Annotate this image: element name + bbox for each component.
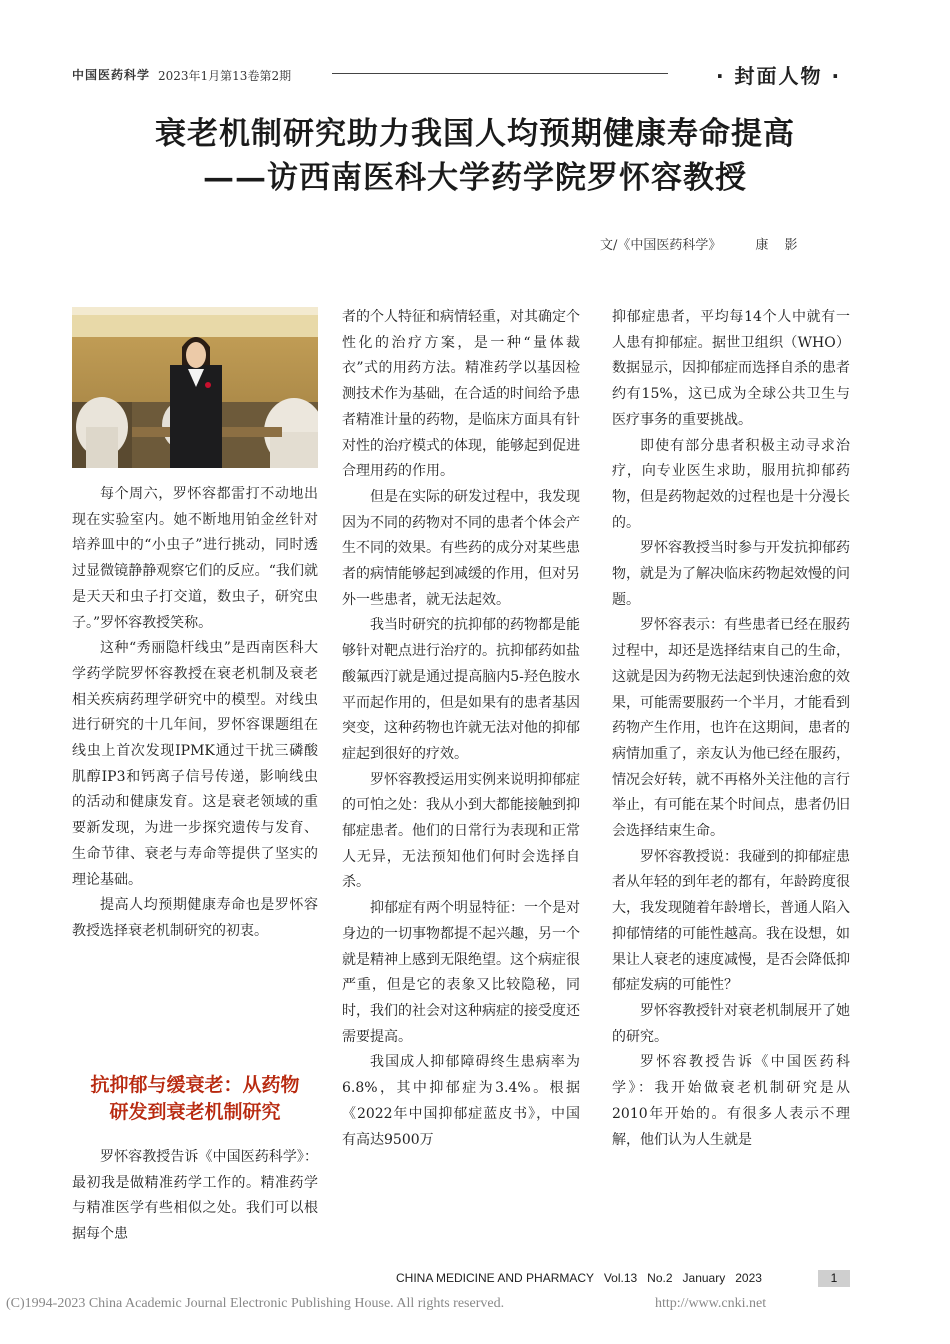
paragraph: 罗怀容教授告诉《中国医药科学》：我开始做衰老机制研究是从2010年开始的。有很多人表示不理解，他们认为人生就是 — [612, 1054, 850, 1148]
byline — [600, 234, 804, 253]
paragraph: 这种“秀丽隐杆线虫”是西南医科大学药学院罗怀容教授在衰老机制及衰老相关疾病药理学研究中的模型。对线虫进行研究的十几年间，罗怀容课题组在线虫上首次发现IPMK通过干扰三磷酸肌醇IP3和钙离子信号传递，影响线虫的活动和健康发育。这是衰老领域的重要新发现，为进一步探究遗传与发育、生命节律、衰老与寿命等提供了坚实的理论基础。 — [72, 640, 318, 888]
paragraph: 罗怀容教授说：我碰到的抑郁症患者从年轻的到年老的都有，年龄跨度很大，我发现随着年龄增长，普通人陷入抑郁情绪的可能性越高。我在设想，如果让人衰老的速度减慢，是否会降低抑郁症发病的可能性？ — [612, 848, 850, 994]
footer-journal: CHINA MEDICINE AND PHARMACY Vol.13 No.2 January 2023 — [396, 1271, 762, 1285]
col1-body-2 — [72, 1145, 318, 1248]
article-subtitle: ——访西南医科大学药学院罗怀容教授 — [203, 160, 747, 196]
paragraph: 罗怀容表示：有些患者已经在服药过程中，却还是选择结束自己的生命，这就是因为药物无法起到快速治愈的效果，可能需要服药一个半月，才能看到药物产生作用，也许在这期间，患者的病情加重了，亲友认为他已经在服药，情况会好转，就不再格外关注他的言行举止，有可能在某个时间点，患者仍旧会选择结束生命。 — [612, 617, 850, 840]
paragraph: 者的个人特征和病情轻重，对其确定个性化的治疗方案，是一种“量体裁衣”式的用药方法。精准药学以基因检测技术作为基础，在合适的时间给予患者精准计量的药物，是临床方面具有针对性的治疗模式的体现，能够起到促进合理用药的作用。 — [342, 309, 580, 480]
heading-line: 研发到衰老机制研究 — [109, 1101, 281, 1123]
paragraph: 抑郁症患者，平均每14个人中就有一人患有抑郁症。据世卫组织（WHO）数据显示，因抑郁症而选择自杀的患者约有15%，这已成为全球公共卫生与医疗事务的重要挑战。 — [612, 309, 850, 428]
page-number: 1 — [818, 1270, 850, 1287]
issue-info: 2023年1月第13卷第2期 — [158, 69, 292, 83]
cnki-link[interactable]: http://www.cnki.net — [655, 1296, 767, 1311]
photo-illustration — [72, 307, 318, 468]
paragraph: 每个周六，罗怀容都雷打不动地出现在实验室内。她不断地用铂金丝针对培养皿中的“小虫子”进行挑动，同时透过显微镜静静观察它们的反应。“我们就是天天和虫子打交道，数虫子，研究虫子。”罗怀容教授笑称。 — [72, 486, 318, 631]
paragraph: 我国成人抑郁障碍终生患病率为6.8%，其中抑郁症为3.4%。根据《2022年中国抑郁症蓝皮书》，中国有高达9500万 — [342, 1054, 580, 1148]
byline-author: 康 影 — [755, 238, 804, 253]
professor-photo — [72, 307, 318, 468]
paragraph: 抑郁症有两个明显特征：一个是对身边的一切事物都提不起兴趣，另一个就是精神上感到无限绝望。这个病症很严重，但是它的表象又比较隐秘，同时，我们的社会对这种病症的接受度还需要提高。 — [342, 900, 580, 1045]
copyright-notice: (C)1994-2023 China Academic Journal Electronic Publishing House. All rights reserved. — [6, 1296, 505, 1311]
article-title: 衰老机制研究助力我国人均预期健康寿命提高 — [155, 116, 795, 152]
heading-line: 抗抑郁与缓衰老：从药物 — [90, 1074, 300, 1096]
column-3 — [612, 305, 850, 1153]
paragraph: 罗怀容教授告诉《中国医药科学》：最初我是做精准药学工作的。精准药学与精准医学有些相似之处。我们可以根据每个患 — [72, 1149, 318, 1243]
paragraph: 罗怀容教授针对衰老机制展开了她的研究。 — [612, 1002, 850, 1045]
paragraph: 但是在实际的研发过程中，我发现因为不同的药物对不同的患者个体会产生不同的效果。有些药的成分对某些患者的病情能够起到减缓的作用，但对另外一些患者，就无法起效。 — [342, 488, 580, 608]
paragraph: 罗怀容教授当时参与开发抗抑郁药物，就是为了解决临床药物起效慢的问题。 — [612, 540, 850, 608]
column-2 — [342, 305, 580, 1153]
section-heading — [72, 1072, 318, 1126]
journal-name: 中国医药科学 — [72, 68, 151, 82]
byline-source: 文/《中国医药科学》 — [600, 238, 722, 253]
header-rule — [332, 73, 668, 74]
paragraph: 即使有部分患者积极主动寻求治疗，向专业医生求助，服用抗抑郁药物，但是药物起效的过程也是十分漫长的。 — [612, 437, 850, 531]
paragraph: 罗怀容教授运用实例来说明抑郁症的可怕之处：我从小到大都能接触到抑郁症患者。他们的日常行为表现和正常人无异，无法预知他们何时会选择自杀。 — [342, 771, 580, 891]
section-label: · 封面人物 · — [716, 64, 842, 88]
paragraph: 提高人均预期健康寿命也是罗怀容教授选择衰老机制研究的初衷。 — [72, 897, 318, 939]
paragraph: 我当时研究的抗抑郁的药物都是能够针对靶点进行治疗的。抗抑郁药如盐酸氟西汀就是通过提高脑内5-羟色胺水平而起作用的，但是如果有的患者基因突变，这种药物也许就无法对他的抑郁症起到很好的疗效。 — [342, 617, 580, 762]
col1-body — [72, 482, 318, 945]
